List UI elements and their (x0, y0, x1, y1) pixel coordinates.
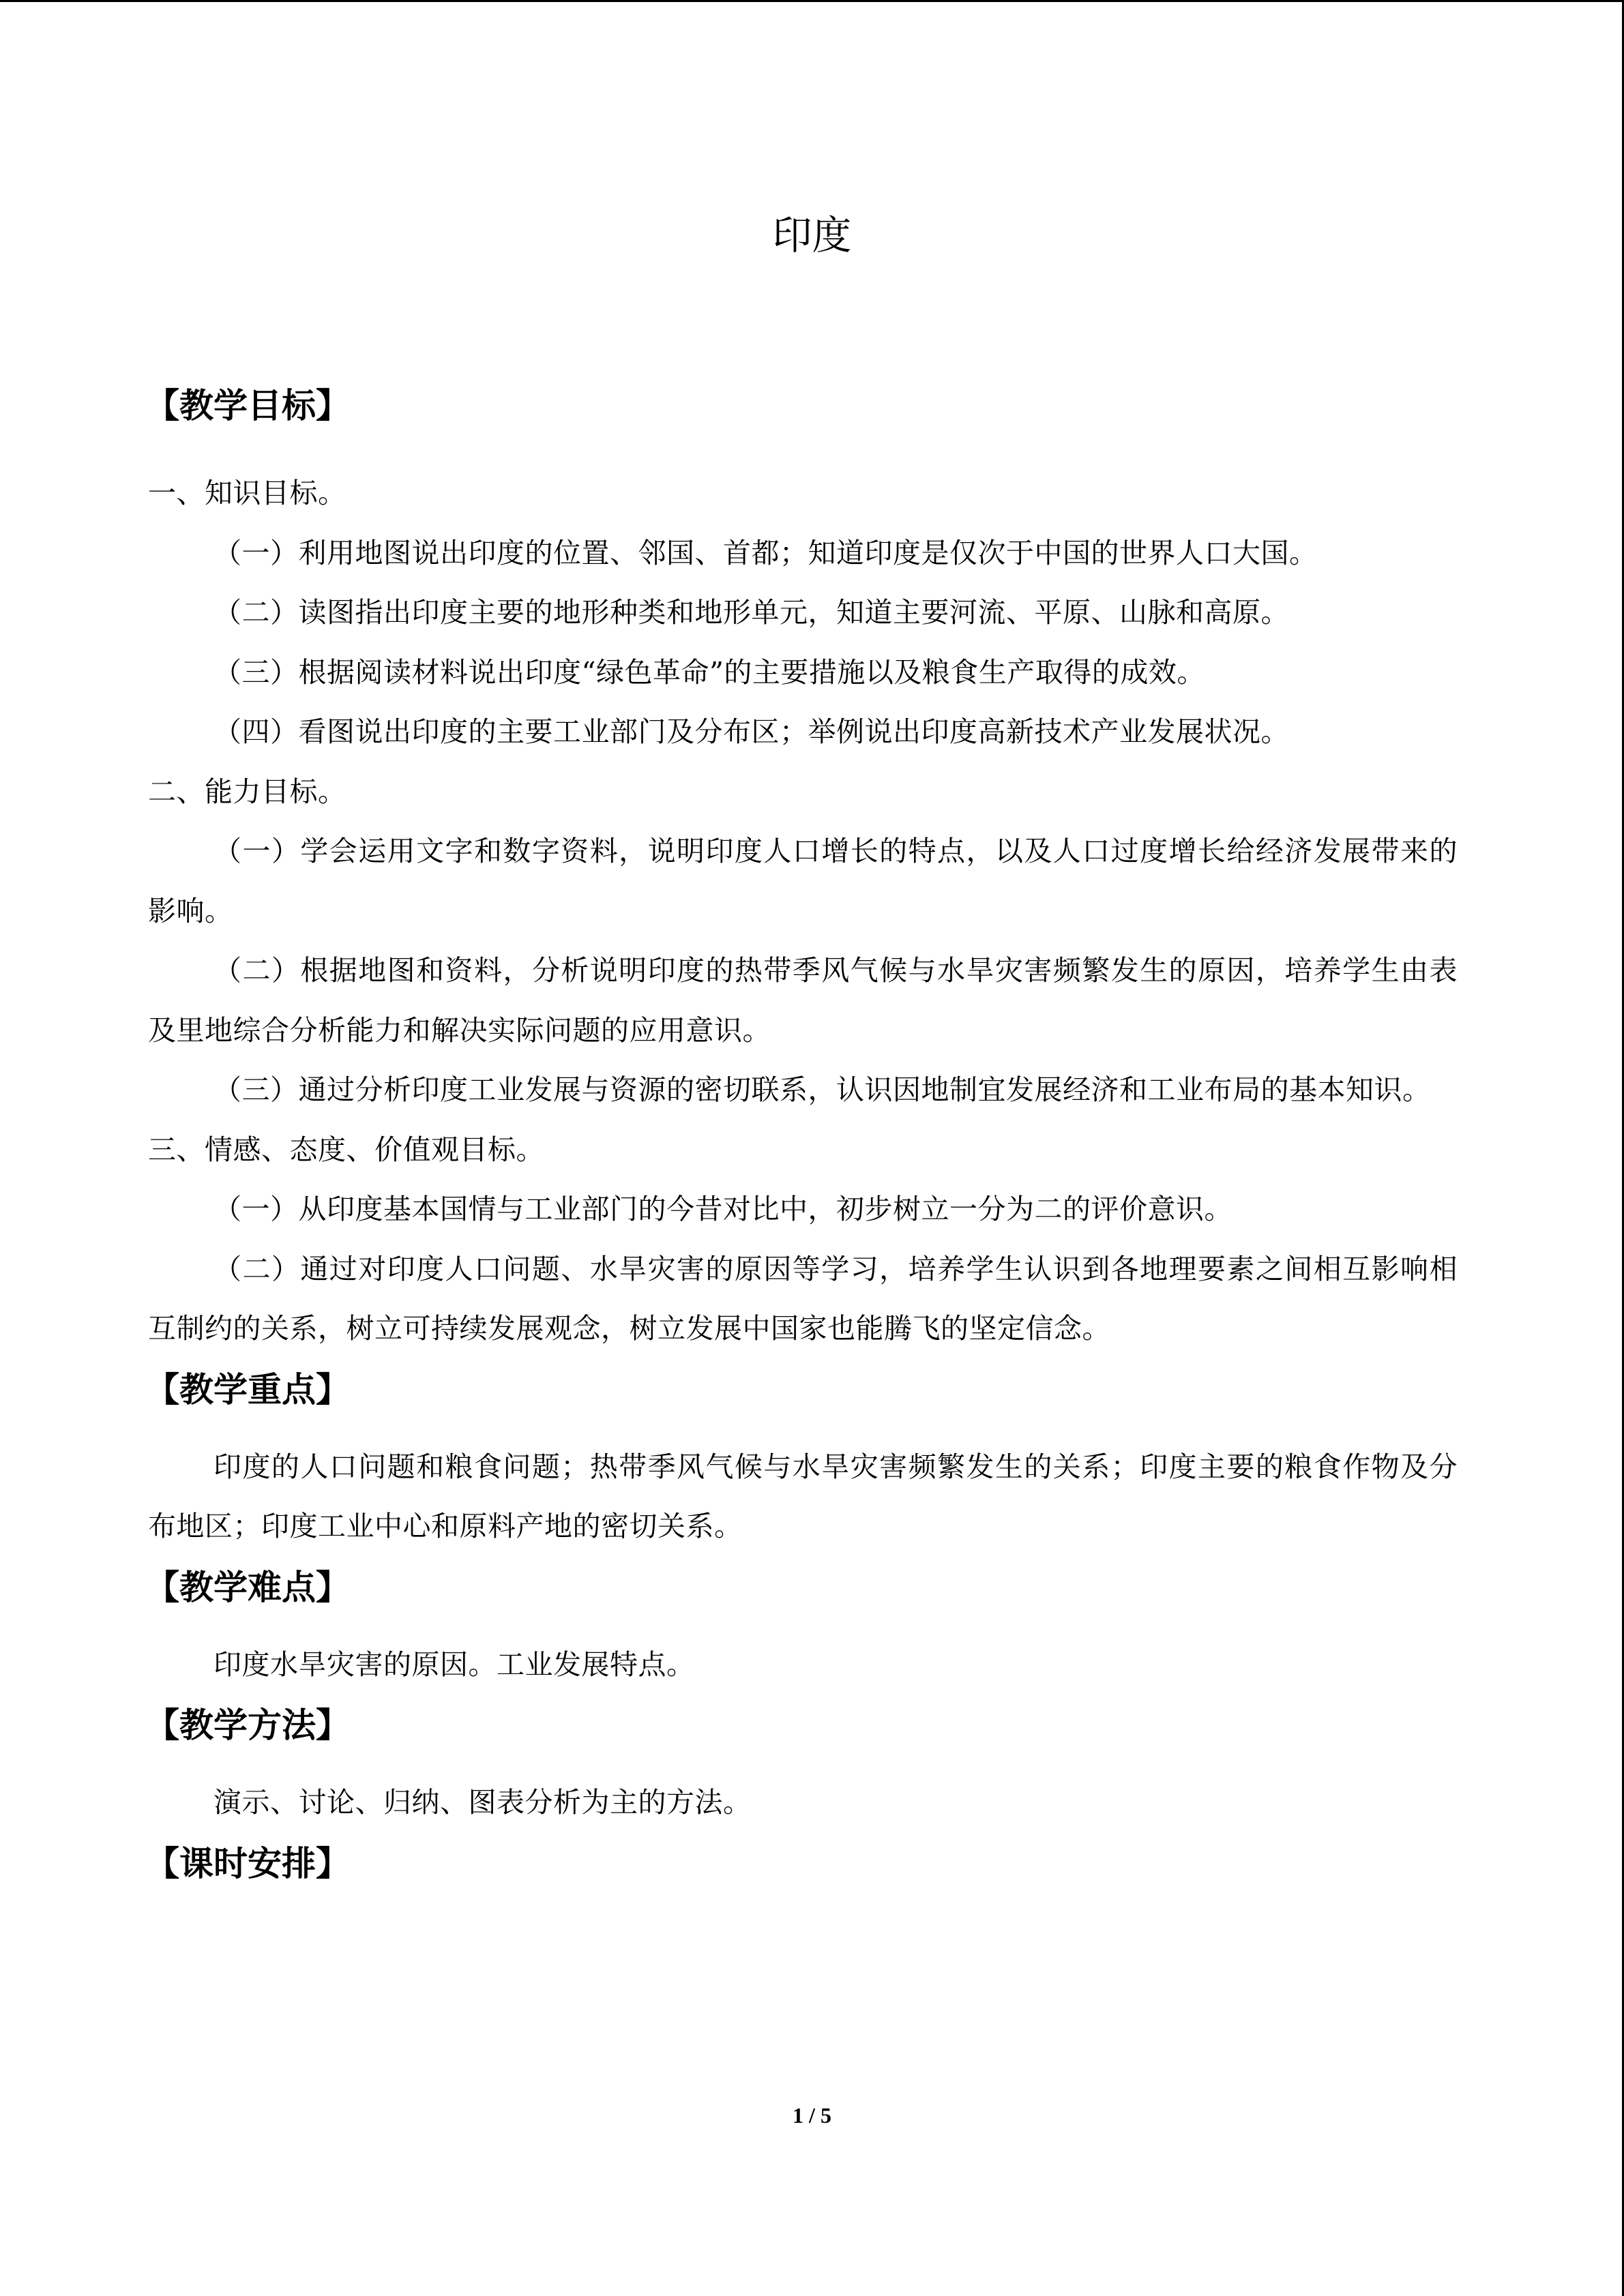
section-heading-schedule: 【课时安排】 (145, 1843, 350, 1883)
section-heading-key-points: 【教学重点】 (145, 1369, 350, 1410)
section-heading-difficulties: 【教学难点】 (145, 1567, 350, 1607)
emotion-goal-2: （二）通过对印度人口问题、水旱灾害的原因等学习，培养学生认识到各地理要素之间相互影响相互制约的关系，树立可持续发展观念，树立发展中国家也能腾飞的坚定信念。 (148, 1252, 1458, 1345)
section-heading-objectives: 【教学目标】 (145, 386, 350, 426)
knowledge-goals-title: 一、知识目标。 (148, 477, 346, 509)
knowledge-goal-1: （一）利用地图说出印度的位置、邻国、首都；知道印度是仅次于中国的世界人口大国。 (213, 536, 1318, 569)
difficulties-text: 印度水旱灾害的原因。工业发展特点。 (213, 1648, 695, 1681)
section-heading-methods: 【教学方法】 (145, 1705, 350, 1745)
ability-goals-title: 二、能力目标。 (148, 775, 346, 808)
knowledge-goal-3: （三）根据阅读材料说出印度“绿色革命”的主要措施以及粮食生产取得的成效。 (213, 655, 1205, 689)
ability-goal-2: （二）根据地图和资料，分析说明印度的热带季风气候与水旱灾害频繁发生的原因，培养学生由表及里地综合分析能力和解决实际问题的应用意识。 (148, 954, 1458, 1047)
ability-goal-1: （一）学会运用文字和数字资料，说明印度人口增长的特点，以及人口过度增长给经济发展带来的影响。 (148, 835, 1458, 927)
page-title: 印度 (772, 212, 852, 258)
ability-goal-3: （三）通过分析印度工业发展与资源的密切联系，认识因地制宜发展经济和工业布局的基本知识。 (213, 1073, 1431, 1106)
methods-text: 演示、讨论、归纳、图表分析为主的方法。 (213, 1786, 752, 1819)
page-number: 1 / 5 (793, 2103, 831, 2128)
emotion-goals-title: 三、情感、态度、价值观目标。 (148, 1133, 544, 1166)
knowledge-goal-4: （四）看图说出印度的主要工业部门及分布区；举例说出印度高新技术产业发展状况。 (213, 715, 1289, 748)
knowledge-goal-2: （二）读图指出印度主要的地形种类和地形单元，知道主要河流、平原、山脉和高原。 (213, 596, 1289, 629)
page-border-top (0, 0, 1624, 2)
key-points-text: 印度的人口问题和粮食问题；热带季风气候与水旱灾害频繁发生的关系；印度主要的粮食作物及分布地区；印度工业中心和原料产地的密切关系。 (148, 1450, 1458, 1542)
document-body (145, 382, 1458, 1888)
emotion-goal-1: （一）从印度基本国情与工业部门的今昔对比中，初步树立一分为二的评价意识。 (213, 1193, 1232, 1225)
